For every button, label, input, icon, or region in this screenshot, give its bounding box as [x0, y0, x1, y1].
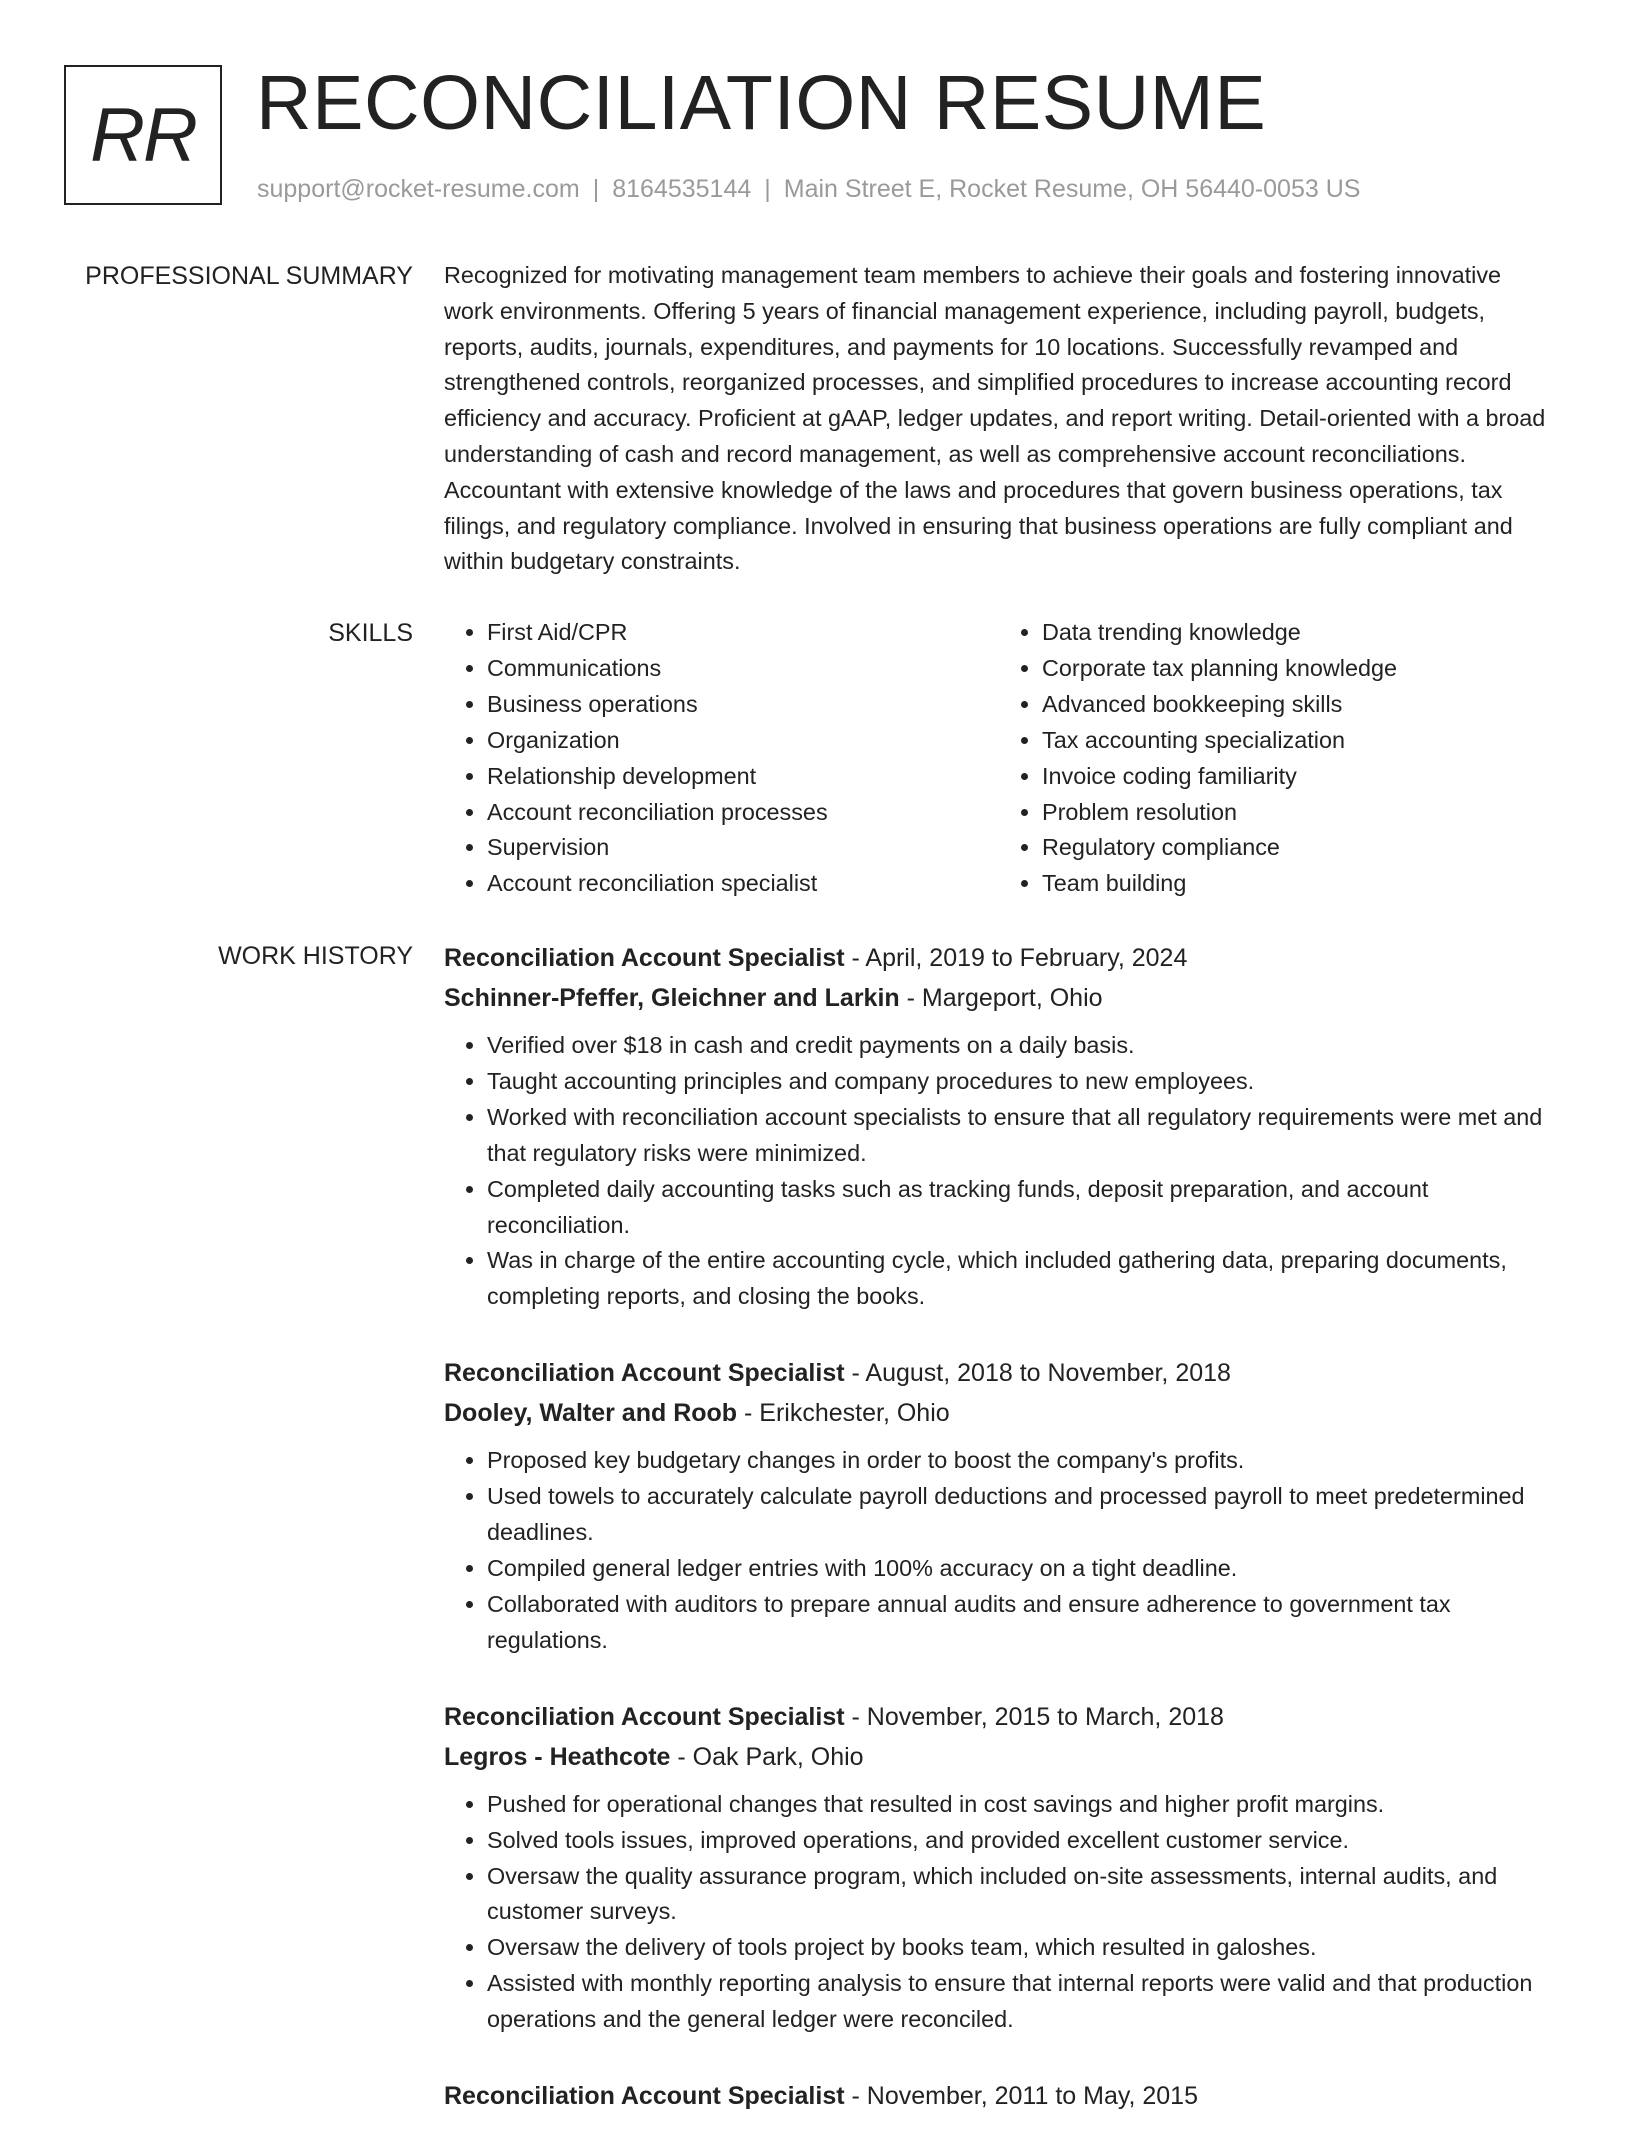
job-role: Reconciliation Account Specialist — [444, 1702, 845, 1731]
contact-separator: | — [592, 175, 600, 203]
skill-item: • Tax accounting specialization — [1042, 723, 1554, 759]
job-bullet: • Pushed for operational changes that resulted in cost savings and higher profit margins. — [487, 1787, 1554, 1823]
job-bullet: • Collaborated with auditors to prepare annual audits and ensure adherence to government tax regulations. — [487, 1587, 1554, 1659]
job-bullet: • Worked with reconciliation account specialists to ensure that all regulatory requirements were met and that regulatory risks were minimized. — [487, 1100, 1554, 1172]
job-location: Margeport, Ohio — [921, 984, 1103, 1012]
skill-item: • Problem resolution — [1042, 795, 1554, 831]
job-bullet: • Was in charge of the entire accounting cycle, which included gathering data, preparing documents, completing reports, and closing the books. — [487, 1243, 1554, 1315]
contact-phone[interactable]: 8164535144 — [612, 175, 752, 203]
work-history-heading: WORK HISTORY — [218, 942, 413, 970]
job-bullet: • Completed daily accounting tasks such as tracking funds, deposit preparation, and account reconciliation. — [487, 1172, 1554, 1244]
summary-heading: PROFESSIONAL SUMMARY — [85, 262, 413, 290]
job-entry — [444, 938, 1554, 1315]
job-company: Dooley, Walter and Roob — [444, 1399, 738, 1428]
job-list — [444, 938, 1554, 2154]
skills-list-left — [444, 615, 999, 902]
job-dates: November, 2015 to March, 2018 — [866, 1702, 1224, 1731]
job-bullets — [444, 1787, 1554, 2038]
skill-item: • Regulatory compliance — [1042, 830, 1554, 866]
job-company-line: Legros - Heathcote - Oak Park, Ohio — [444, 1742, 864, 1771]
skill-item: • Account reconciliation specialist — [487, 866, 999, 902]
job-title-line: Reconciliation Account Specialist - August, 2018 to November, 2018 — [444, 1359, 1231, 1388]
skill-item: • Organization — [487, 723, 999, 759]
job-company-line: Schinner-Pfeffer, Gleichner and Larkin - Margeport, Ohio — [444, 984, 1103, 1012]
job-bullet: • Verified over $18 in cash and credit payments on a daily basis. — [487, 1028, 1554, 1064]
skill-item: • Invoice coding familiarity — [1042, 759, 1554, 795]
job-dates: August, 2018 to November, 2018 — [865, 1359, 1231, 1388]
summary-text: Recognized for motivating management team members to achieve their goals and fostering innovative work environments. Offering 5 years of financial management experience, including payroll, budgets, reports, audits, journals, expenditures, and payments for 10 locations. Successfully revamped and strengthened controls, reorganized processes, and simplified procedures to increase accounting record efficiency and accuracy. Proficient at gAAP, ledger updates, and report writing. Detail-oriented with a broad understanding of cash and record management, as well as comprehensive account reconciliations. Accountant with extensive knowledge of the laws and procedures that govern business operations, tax filings, and regulatory compliance. Involved in ensuring that business operations are fully compliant and within budgetary constraints. — [444, 262, 1546, 575]
job-company: Schinner-Pfeffer, Gleichner and Larkin — [444, 984, 900, 1012]
job-company-line: Dooley, Walter and Roob - Erikchester, Ohio — [444, 1399, 950, 1428]
monogram-logo: RR — [64, 65, 222, 205]
skill-item: • Advanced bookkeeping skills — [1042, 687, 1554, 723]
job-bullet: • Taught accounting principles and company procedures to new employees. — [487, 1064, 1554, 1100]
job-role: Reconciliation Account Specialist — [444, 944, 845, 972]
job-bullet: • Used towels to accurately calculate payroll deductions and processed payroll to meet predetermined deadlines. — [487, 1479, 1554, 1551]
job-company: Legros - Heathcote — [444, 1742, 671, 1771]
skill-item: • Corporate tax planning knowledge — [1042, 651, 1554, 687]
skill-item: • Data trending knowledge — [1042, 615, 1554, 651]
job-bullets — [444, 1028, 1554, 1315]
skill-item: • Relationship development — [487, 759, 999, 795]
contact-line — [257, 174, 1360, 204]
job-bullet: • Proposed key budgetary changes in order to boost the company's profits. — [487, 1443, 1554, 1479]
skills-heading: SKILLS — [328, 619, 413, 647]
job-location: Oak Park, Ohio — [692, 1742, 864, 1771]
job-bullet: • Solved tools issues, improved operations, and provided excellent customer service. — [487, 1823, 1554, 1859]
job-role: Reconciliation Account Specialist — [444, 2082, 845, 2111]
skill-item: • Business operations — [487, 687, 999, 723]
job-bullet: • Oversaw the delivery of tools project by books team, which resulted in galoshes. — [487, 1930, 1554, 1966]
skill-item: • Team building — [1042, 866, 1554, 902]
contact-address: Main Street E, Rocket Resume, OH 56440-0053 US — [783, 175, 1361, 203]
job-bullet: • Assisted with monthly reporting analysis to ensure that internal reports were valid and that production operations and the general ledger were reconciled. — [487, 1966, 1554, 2038]
job-dates: November, 2011 to May, 2015 — [866, 2082, 1198, 2111]
job-entry — [444, 1697, 1554, 2038]
skill-item: • Communications — [487, 651, 999, 687]
job-dates: April, 2019 to February, 2024 — [865, 944, 1188, 972]
contact-separator: | — [764, 175, 771, 203]
job-title-line: Reconciliation Account Specialist - November, 2015 to March, 2018 — [444, 1702, 1224, 1731]
job-title-line: Reconciliation Account Specialist - November, 2011 to May, 2015 — [444, 2082, 1198, 2111]
contact-email[interactable]: support@rocket-resume.com — [257, 175, 580, 203]
skill-item: • First Aid/CPR — [487, 615, 999, 651]
job-bullets — [444, 1443, 1554, 1658]
job-role: Reconciliation Account Specialist — [444, 1359, 845, 1388]
job-bullet: • Compiled general ledger entries with 100% accuracy on a tight deadline. — [487, 1551, 1554, 1587]
skill-item: • Supervision — [487, 830, 999, 866]
job-location: Erikchester, Ohio — [759, 1399, 950, 1428]
job-title-line: Reconciliation Account Specialist - April, 2019 to February, 2024 — [444, 944, 1188, 972]
resume-title: RECONCILIATION RESUME — [256, 60, 1267, 146]
job-entry — [444, 1353, 1554, 1658]
job-entry — [444, 2076, 1554, 2116]
job-bullet: • Oversaw the quality assurance program, which included on-site assessments, internal audits, and customer surveys. — [487, 1859, 1554, 1931]
skills-list-right — [999, 615, 1554, 902]
skill-item: • Account reconciliation processes — [487, 795, 999, 831]
